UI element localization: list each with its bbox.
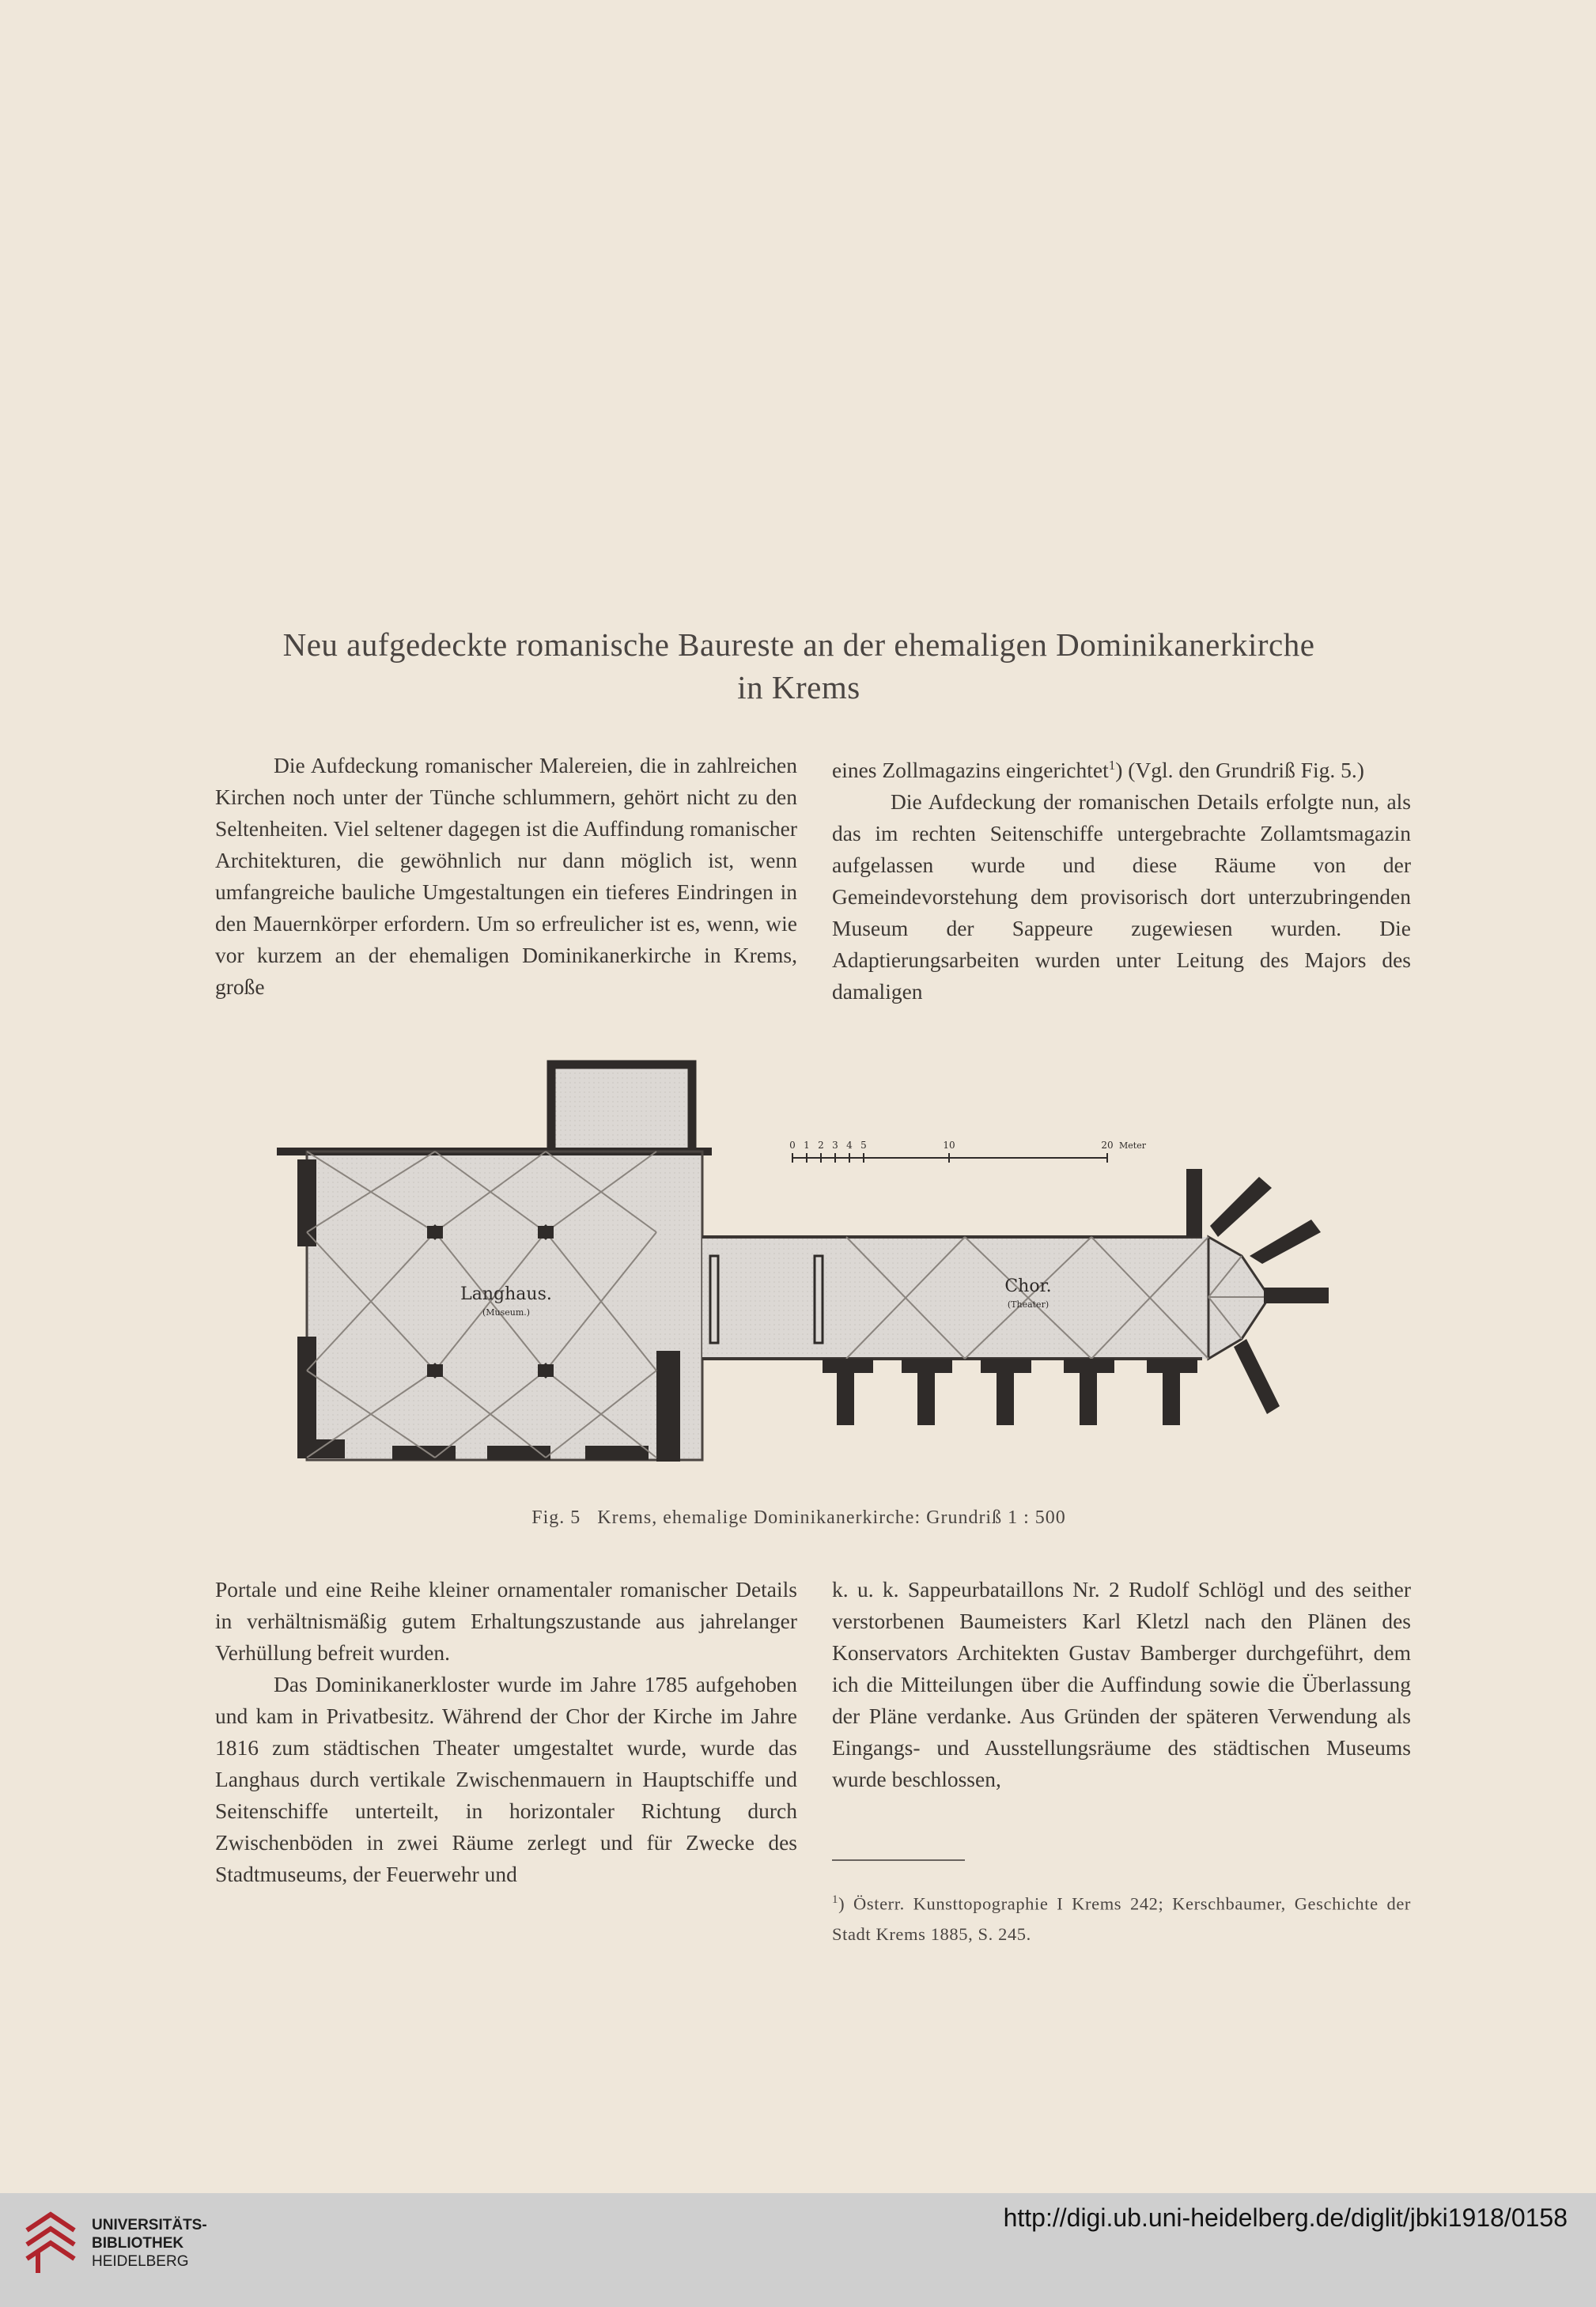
article-title bbox=[190, 623, 1408, 709]
body-column-left-top bbox=[215, 750, 797, 1003]
library-name-line-3: HEIDELBERG bbox=[92, 2253, 189, 2270]
paragraph: Portale und eine Reihe kleiner ornamentaler romanischer Details in verhältnismäßig gutem Erhaltungszustande aus jahrelanger Verhüllung befreit wurden. bbox=[215, 1577, 797, 1665]
choir-chor bbox=[702, 1169, 1329, 1425]
paragraph: Das Dominikanerkloster wurde im Jahre 1785 aufgehoben und kam in Privatbesitz. Während der Chor der Kirche im Jahre 1816 zum städtischen Theater umgestaltet wurde, wurde das Langhaus durch vertikale Zwischenmauern in Hauptschiffe und Seitenschiffe unterteilt, in horizontaler Richtung durch Zwischenböden in zwei Räume zerlegt und für Zwecke des Stadtmuseums, der Feuerwehr und bbox=[215, 1672, 797, 1886]
library-name-line-2: BIBLIOTHEK bbox=[92, 2235, 184, 2252]
nave-label: Langhaus. bbox=[460, 1284, 552, 1304]
scale-bar bbox=[789, 1140, 1147, 1163]
scale-tick-label: 0 bbox=[789, 1140, 796, 1151]
library-name bbox=[92, 2216, 207, 2271]
body-column-right-bottom bbox=[832, 1574, 1411, 1795]
annex-outline bbox=[551, 1065, 692, 1148]
scale-tick-label: 2 bbox=[818, 1140, 824, 1151]
paragraph: Die Aufdeckung romanischer Malereien, die in zahlreichen Kirchen noch unter der Tünche schlummern, gehört nicht zu den Seltenheiten. Viel seltener dagegen ist die Auffindung romanischer Architekturen, die gewöhnlich nur dann möglich ist, wenn umfangreiche bauliche Umgestaltungen ein tieferes Eindringen in den Mauernkörper erfordern. Um so erfreulicher ist es, wenn, wie vor kurzem an der ehemaligen Dominikanerkirche in Krems, große bbox=[215, 753, 797, 999]
body-column-left-bottom bbox=[215, 1574, 797, 1890]
footnote-marker: 1 bbox=[832, 1893, 839, 1906]
floor-plan-drawing bbox=[269, 1019, 1329, 1490]
footnote-reference: 1 bbox=[1108, 758, 1116, 773]
body-column-right-top bbox=[832, 750, 1411, 1008]
figure-caption: Fig. 5 Krems, ehemalige Dominikanerkirche: Grundriß 1 : 500 bbox=[531, 1507, 1066, 1528]
paragraph: k. u. k. Sappeurbataillons Nr. 2 Rudolf Schlögl und des seither verstorbenen Baumeisters Karl Kletzl nach den Plänen des Konservators Architekten Gustav Bamberger durchgeführt, dem ich die Mitteilungen über die Auffindung sowie die Überlassung der Pläne verdanke. Aus Gründen der späteren Verwendung als Eingangs- und Ausstellungsräume des städtischen Museums wurde beschlossen, bbox=[832, 1577, 1411, 1791]
choir-sublabel: (Theater) bbox=[1007, 1299, 1050, 1310]
paragraph: Die Aufdeckung der romanischen Details erfolgte nun, als das im rechten Seitenschiffe untergebrachte Zollamtsmagazin aufgelassen wurde und diese Räume von der Gemeindevorstehung dem provisorisch dort unterzubringenden Museum der Sappeure zugewiesen wurden. Die Adaptierungsarbeiten wurden unter Leitung des Majors des damaligen bbox=[832, 789, 1411, 1004]
source-url[interactable]: http://digi.ub.uni-heidelberg.de/diglit/jbki1918/0158 bbox=[1003, 2203, 1568, 2232]
article-title-line-1: Neu aufgedeckte romanische Baureste an der ehemaligen Dominikanerkirche bbox=[282, 626, 1315, 663]
footnote bbox=[832, 1885, 1411, 1950]
scale-tick-label: 1 bbox=[804, 1140, 810, 1151]
library-logo-icon bbox=[19, 2207, 82, 2278]
paragraph-text-end: ) (Vgl. den Grundriß Fig. 5.) bbox=[1115, 758, 1364, 783]
footnote-text: ) Österr. Kunsttopographie I Krems 242; Kerschbaumer, Geschichte der Stadt Krems 1885, S. 245. bbox=[832, 1893, 1411, 1944]
scale-tick-label: 5 bbox=[860, 1140, 867, 1151]
scale-tick-label: 4 bbox=[846, 1140, 853, 1151]
article-title-line-2: in Krems bbox=[737, 669, 860, 705]
scale-tick-label: 3 bbox=[832, 1140, 838, 1151]
nave-langhaus bbox=[277, 1152, 712, 1462]
paragraph bbox=[832, 750, 1411, 786]
floor-plan-figure bbox=[269, 1019, 1329, 1490]
paragraph-text: eines Zollmagazins eingerichtet bbox=[832, 758, 1109, 783]
scale-unit: Meter bbox=[1119, 1140, 1146, 1151]
nave-sublabel: (Museum.) bbox=[482, 1307, 531, 1318]
footnote-divider bbox=[832, 1859, 965, 1861]
scale-tick-label: 20 bbox=[1101, 1140, 1114, 1151]
library-name-line-1: UNIVERSITÄTS- bbox=[92, 2217, 207, 2233]
scale-tick-label: 10 bbox=[943, 1140, 955, 1151]
choir-label: Chor. bbox=[1004, 1276, 1052, 1296]
